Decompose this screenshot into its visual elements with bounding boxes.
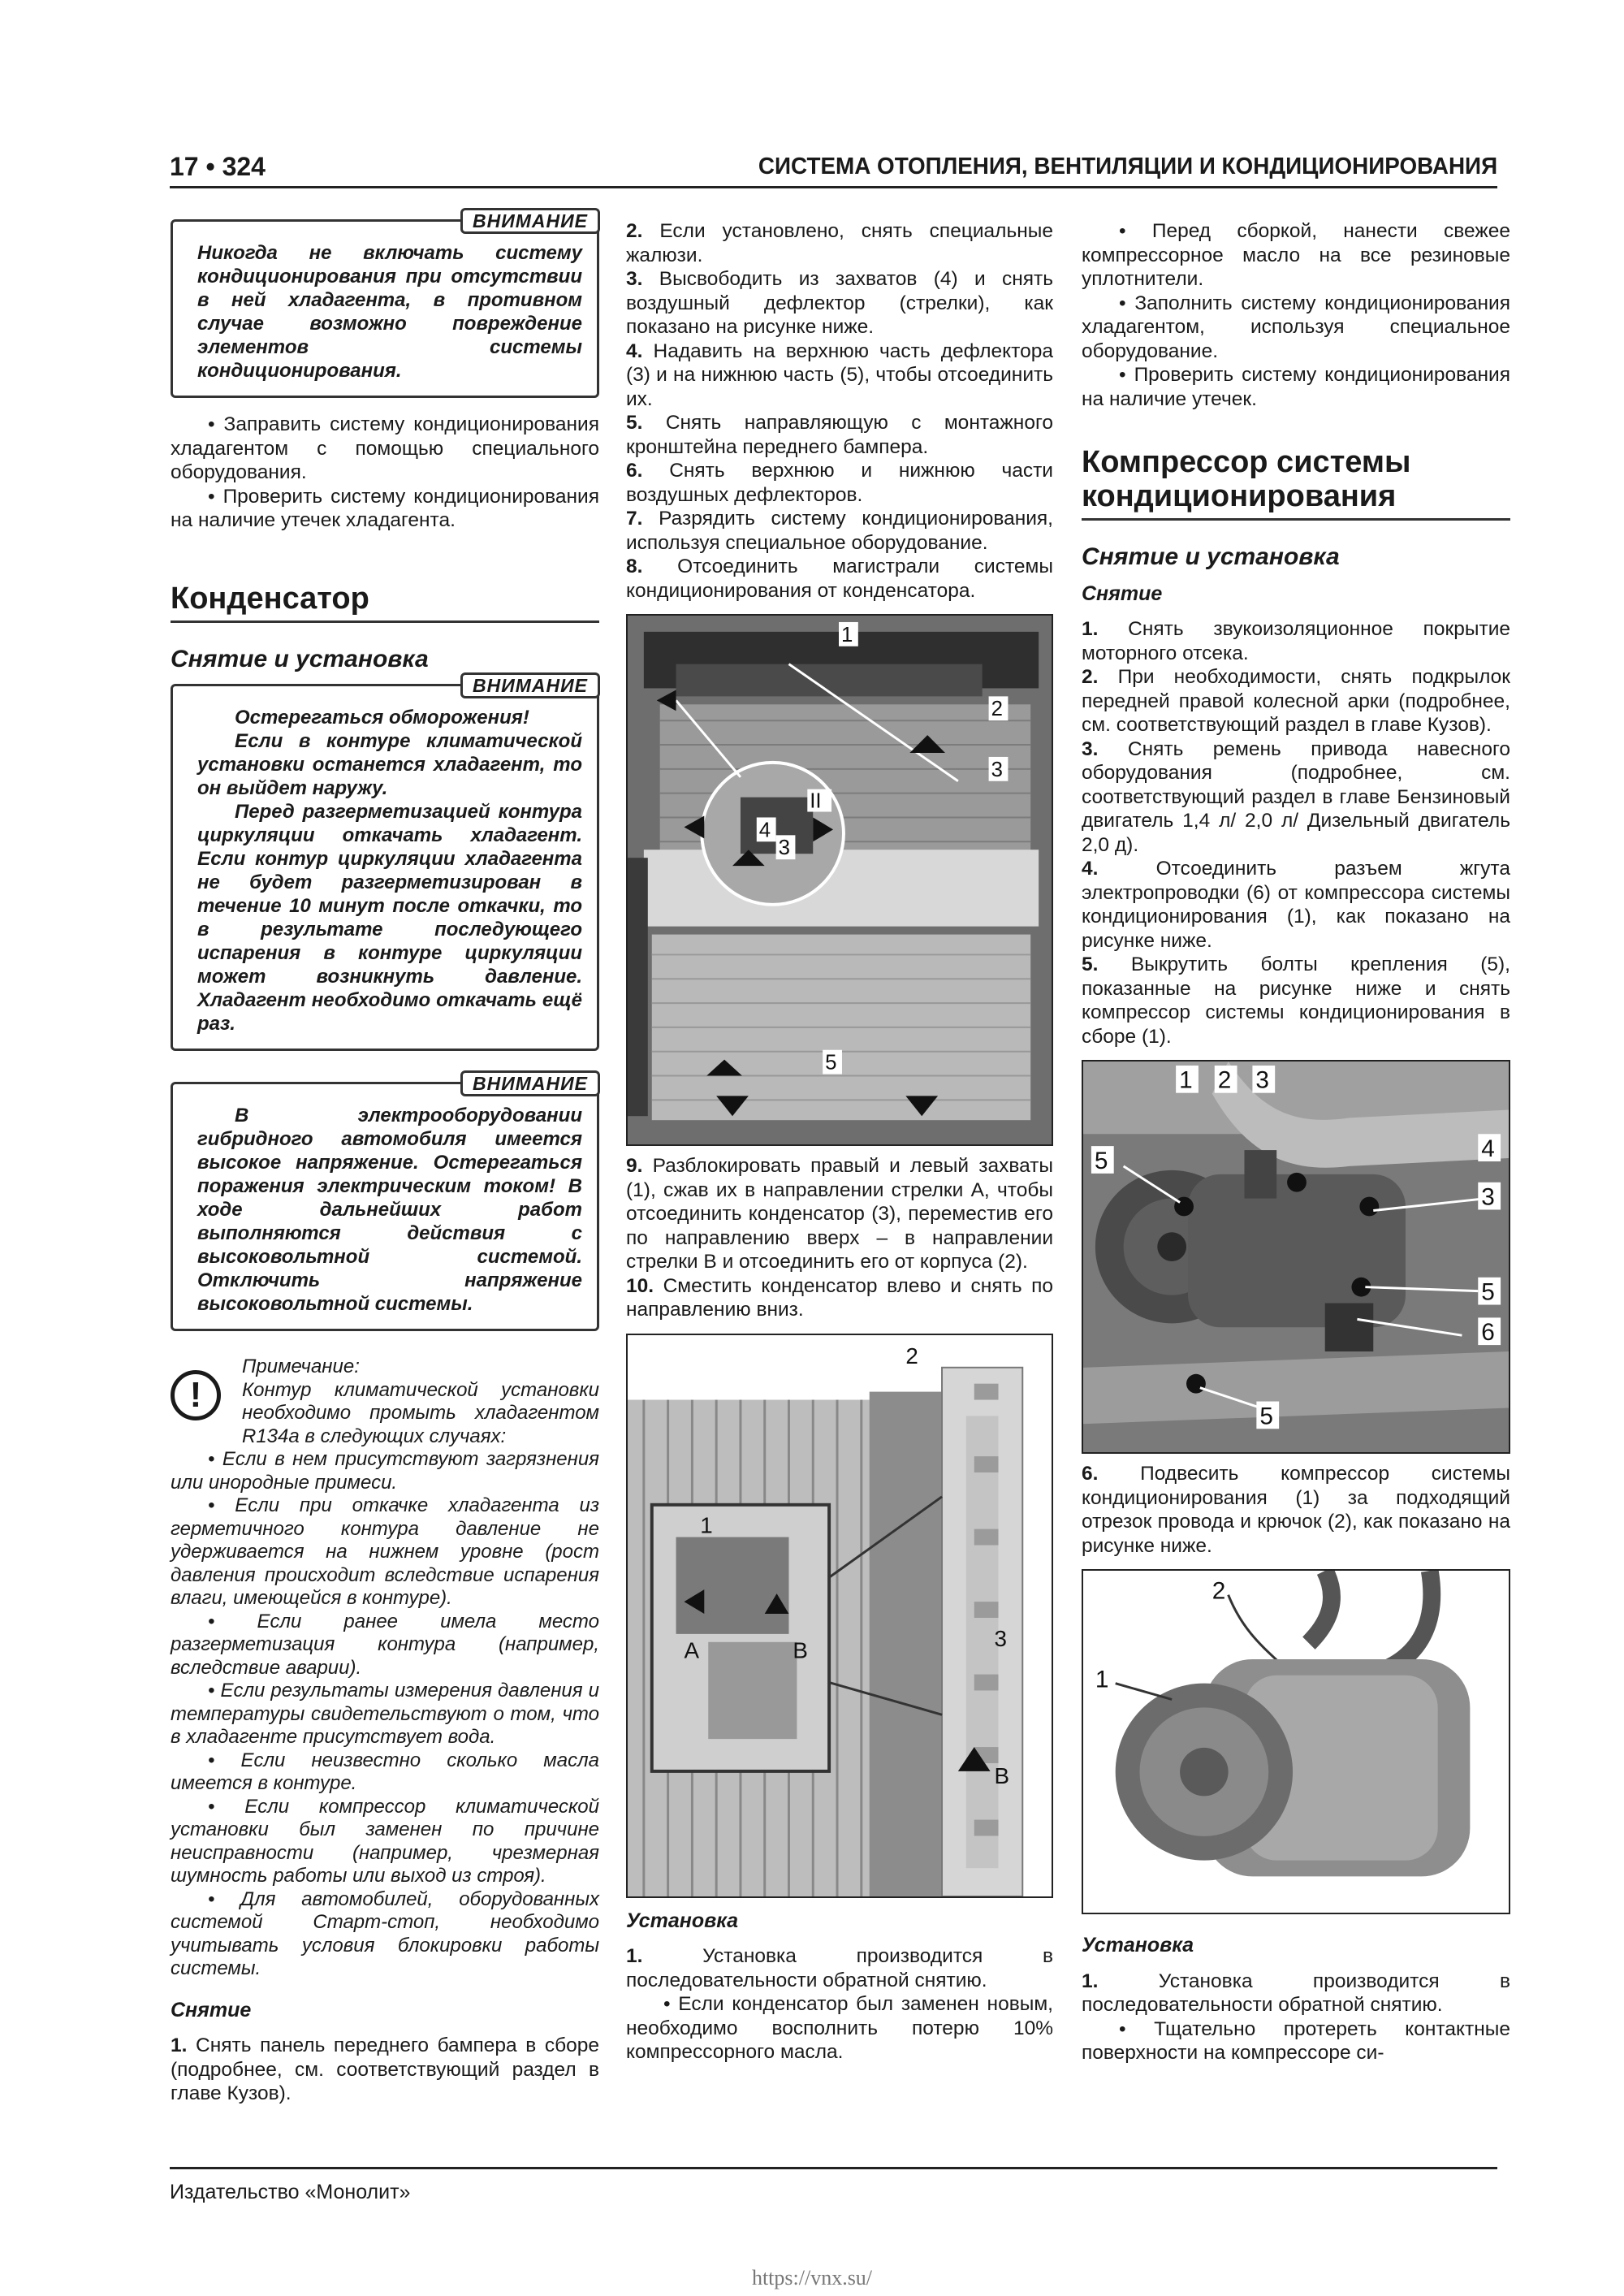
- step-number: 3.: [1082, 737, 1099, 760]
- step-number: 1.: [1082, 1970, 1099, 1992]
- source-url[interactable]: https://vnx.su/: [751, 2266, 873, 2290]
- figure-label: 5: [825, 1051, 837, 1074]
- figure-label: 3: [991, 758, 1003, 781]
- note-item: • Если в нем присутствуют загрязнения или инородные примеси.: [171, 1448, 599, 1494]
- step: [626, 267, 1053, 339]
- note-item: • Если компрессор климатической установки был заменен по причине неисправности (например, чрезмерная шумность работы или выход из строя).: [171, 1795, 599, 1887]
- install-heading: Установка: [626, 1909, 739, 1932]
- step-text: Снять панель переднего бампера в сборе (подробнее, см. соответствующий раздел в главе Кузов).: [171, 2034, 599, 2104]
- figure-label: 5: [1259, 1403, 1273, 1430]
- step: [626, 459, 1053, 507]
- figure-label: II: [810, 789, 822, 813]
- step-text: Отсоединить разъем жгута электропроводки (6) от компрессора системы кондиционирования (1), как показано на рисунке ниже.: [1082, 858, 1511, 952]
- step: [1082, 665, 1510, 737]
- step-number: 8.: [626, 556, 643, 577]
- step: [1082, 737, 1510, 858]
- step-text: При необходимости, снять подкрылок передней правой колесной арки (подробнее, см. соответствующий раздел в главе Кузов).: [1082, 666, 1510, 736]
- step-text: Надавить на верхнюю часть дефлектора (3) и на нижнюю часть (5), чтобы отсоединить их.: [626, 339, 1054, 410]
- step: [626, 555, 1053, 603]
- figure-label: 1: [700, 1512, 713, 1538]
- attention-box: [171, 1073, 599, 1331]
- figure-label: 5: [1481, 1278, 1495, 1306]
- figure-label: 5: [1094, 1147, 1108, 1174]
- attention-tag: ВНИМАНИЕ: [460, 672, 600, 698]
- figure-compressor-bolts: [1082, 1060, 1510, 1454]
- subsection-title: Снятие и установка: [1082, 543, 1340, 570]
- step-number: 2.: [626, 220, 643, 242]
- step-text: Сместить конденсатор влево и снять по направлению вниз.: [626, 1274, 1054, 1321]
- section-title: Компрессор системы кондиционирования: [1082, 445, 1510, 521]
- attention-text: Остерегаться обморожения!: [235, 707, 529, 729]
- page-footer: [170, 2167, 1497, 2204]
- step-number: 4.: [626, 339, 643, 362]
- step-number: 1.: [1082, 618, 1099, 640]
- bullet: • Заправить систему кондиционирования хладагентом с помощью специального оборудования.: [171, 413, 599, 483]
- step: [626, 411, 1053, 459]
- attention-tag: ВНИМАНИЕ: [460, 1070, 600, 1096]
- removal-heading: Снятие: [171, 1998, 252, 2021]
- figure-label: 3: [778, 837, 790, 860]
- figure-label: 1: [1179, 1066, 1193, 1094]
- step-text: Снять направляющую с монтажного кронштейна переднего бампера.: [626, 412, 1053, 458]
- note-item: • Если неизвестно сколько масла имеется в контуре.: [171, 1749, 599, 1794]
- column-1: [171, 210, 599, 2106]
- figure-label: 3: [994, 1625, 1007, 1651]
- step-number: 4.: [1082, 858, 1099, 880]
- step-number: 3.: [626, 268, 643, 290]
- step-text: Снять верхнюю и нижнюю части воздушных дефлекторов.: [626, 460, 1053, 506]
- step: [626, 507, 1053, 555]
- figure-label: A: [684, 1637, 699, 1663]
- bullet: • Если конденсатор был заменен новым, необходимо восполнить потерю 10% компрессорного масла.: [626, 1993, 1053, 2063]
- step: [626, 1944, 1053, 1992]
- attention-box: [171, 675, 599, 1051]
- attention-text: В электрооборудовании гибридного автомобиля имеется высокое напряжение. Остерегаться поражения электрическим током! В ходе дальнейших работ выполняются действия с высоковольтной системой. Отключить напряжение высоковольтной системы.: [197, 1105, 582, 1315]
- figure-label: 6: [1481, 1319, 1495, 1347]
- bullet: • Проверить систему кондиционирования на наличие утечек.: [1082, 364, 1510, 410]
- column-3: [1082, 219, 1510, 2065]
- step: [171, 2034, 599, 2106]
- note-item: • Для автомобилей, оборудованных системой Старт-стоп, необходимо учитывать условия блокировки работы системы.: [171, 1887, 599, 1979]
- column-2: [626, 219, 1053, 2065]
- page-number: 17 • 324: [170, 152, 266, 181]
- step: [1082, 857, 1510, 953]
- note-item: • Если результаты измерения давления и температуры свидетельствуют о том, что в хладагенте присутствует вода.: [171, 1680, 599, 1748]
- page-header: [170, 148, 1497, 188]
- step-text: Установка производится в последовательности обратной снятию.: [626, 1945, 1054, 1991]
- bullet: • Проверить систему кондиционирования на наличие утечек хладагента.: [171, 485, 599, 531]
- step-text: Снять ремень привода навесного оборудования (подробнее, см. соответствующий раздел в главе Бензиновый двигатель 1,4 л/ 2,0 л/ Дизельный двигатель 2,0 д).: [1082, 737, 1510, 856]
- step-number: 10.: [626, 1274, 654, 1297]
- step: [1082, 617, 1510, 665]
- attention-box: [171, 210, 599, 398]
- step: [626, 219, 1053, 267]
- figure-label: 1: [840, 623, 853, 646]
- attention-text: Если в контуре климатической установки останется хладагент, то он выйдет наружу.: [197, 730, 582, 799]
- step: [626, 339, 1053, 412]
- chapter-title: СИСТЕМА ОТОПЛЕНИЯ, ВЕНТИЛЯЦИИ И КОНДИЦИОНИРОВАНИЯ: [758, 153, 1497, 179]
- install-heading: Установка: [1082, 1934, 1194, 1957]
- attention-text: Никогда не включать систему кондиционирования при отсутствии в ней хладагента, в противном случае возможно повреждение элементов системы кондиционирования.: [197, 242, 582, 382]
- note-item: • Если ранее имела место разгерметизация контура (например, вследствие аварии).: [171, 1610, 599, 1679]
- step: [1082, 1462, 1510, 1558]
- publisher: Издательство «Монолит»: [170, 2181, 411, 2203]
- figure-label: B: [793, 1637, 808, 1663]
- subsection-title: Снятие и установка: [171, 645, 429, 672]
- figure-label: 4: [1481, 1135, 1495, 1163]
- step-number: 9.: [626, 1155, 643, 1177]
- note-block: [171, 1356, 599, 1981]
- step-number: 5.: [626, 412, 643, 434]
- figure-label: 4: [758, 819, 771, 842]
- figure-label: 2: [905, 1343, 918, 1369]
- step-text: Разблокировать правый и левый захваты (1), сжав их в направлении стрелки А, чтобы отсоединить конденсатор (3), переместив его по направлению вверх – в направлении стрелки В и отсоединить его от корпуса (2).: [626, 1155, 1053, 1273]
- figure-label: B: [994, 1762, 1010, 1788]
- step-number: 6.: [1082, 1463, 1099, 1485]
- step-number: 1.: [171, 2034, 188, 2056]
- attention-tag: ВНИМАНИЕ: [460, 208, 600, 234]
- note-intro: Контур климатической установки необходимо промыть хладагентом R134a в следующих случаях:: [242, 1378, 599, 1447]
- step-number: 1.: [626, 1945, 643, 1967]
- bullet: • Заполнить систему кондиционирования хладагентом, используя специальное оборудование.: [1082, 292, 1510, 362]
- figure-label: 1: [1095, 1666, 1109, 1693]
- figure-label: 3: [1255, 1066, 1269, 1094]
- removal-heading: Снятие: [1082, 582, 1163, 605]
- section-title: Конденсатор: [171, 582, 599, 623]
- figure-label: 3: [1481, 1183, 1495, 1211]
- bullet: • Перед сборкой, нанести свежее компрессорное масло на все резиновые уплотнители.: [1082, 220, 1510, 290]
- step: [1082, 953, 1510, 1049]
- figure-label: 2: [1217, 1066, 1232, 1094]
- note-item: • Если при откачке хладагента из герметичного контура давление не удерживается на нижнем уровне (рост давления происходит вследствие испарения влаги, имеющейся в контуре).: [171, 1494, 599, 1609]
- note-title: Примечание:: [242, 1356, 360, 1377]
- step-number: 5.: [1082, 953, 1099, 975]
- step-text: Если установлено, снять специальные жалюзи.: [626, 220, 1053, 266]
- figure-label: 2: [991, 698, 1003, 721]
- step-text: Разрядить систему кондиционирования, используя специальное оборудование.: [626, 508, 1053, 554]
- step-number: 6.: [626, 460, 643, 482]
- step-text: Выкрутить болты крепления (5), показанные на рисунке ниже и снять компрессор системы кондиционирования в сборе (1).: [1082, 953, 1510, 1048]
- exclamation-icon: !: [171, 1370, 221, 1420]
- figure-condenser-deflectors: [626, 614, 1053, 1146]
- figure-condenser-latches: [626, 1334, 1053, 1898]
- step-text: Снять звукоизоляционное покрытие моторного отсека.: [1082, 618, 1511, 664]
- step: [1082, 1970, 1510, 2017]
- step-number: 2.: [1082, 666, 1099, 688]
- step: [626, 1154, 1053, 1274]
- step-text: Отсоединить магистрали системы кондиционирования от конденсатора.: [626, 556, 1054, 602]
- step-text: Установка производится в последовательности обратной снятию.: [1082, 1970, 1510, 2016]
- step-text: Высвободить из захватов (4) и снять воздушный дефлектор (стрелки), как показано на рисунке ниже.: [626, 268, 1054, 338]
- figure-compressor-hanging: [1082, 1569, 1510, 1914]
- bullet: • Тщательно протереть контактные поверхности на компрессоре си-: [1082, 2017, 1510, 2064]
- step: [626, 1274, 1053, 1322]
- step-text: Подвесить компрессор системы кондиционирования (1) за подходящий отрезок провода и крючок (2), как показано на рисунке ниже.: [1082, 1463, 1510, 1557]
- figure-label: 2: [1212, 1577, 1226, 1605]
- step-number: 7.: [626, 508, 643, 530]
- attention-text: Перед разгерметизацией контура циркуляции откачать хладагент. Если контур циркуляции хладагента не будет разгерметизирован в течение 10 минут после откачки, то в результате последующего испарения в контуре циркуляции может возникнуть давление. Хладагент необходимо откачать ещё раз.: [197, 801, 582, 1035]
